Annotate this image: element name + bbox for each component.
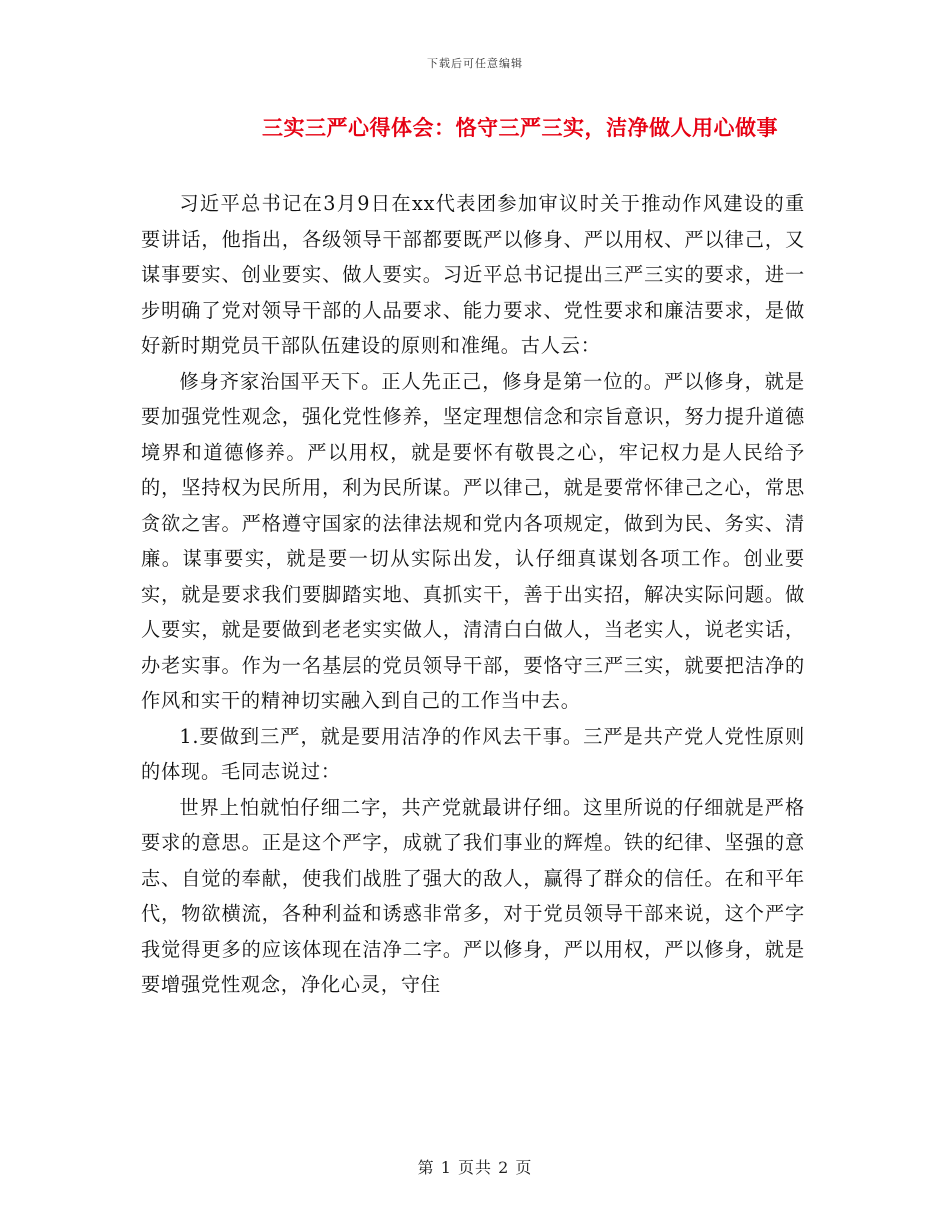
document-title: 三实三严心得体会：恪守三严三实，洁净做人用心做事: [262, 115, 778, 140]
header-note: 下载后可任意编辑: [427, 57, 523, 70]
page-number: 第 1 页共 2 页: [417, 1158, 533, 1177]
paragraph-3: 1.要做到三严，就是要用洁净的作风去干事。三严是共产党人党性原则的体现。毛同志说过：: [141, 724, 805, 783]
document-body: [141, 186, 805, 1003]
paragraph-1: 习近平总书记在3月9日在xx代表团参加审议时关于推动作风建设的重要讲话，他指出，各级领导干部都要既严以修身、严以用权、严以律己，又谋事要实、创业要实、做人要实。习近平总书记提出三严三实的要求，进一步明确了党对领导干部的人品要求、能力要求、党性要求和廉洁要求，是做好新时期党员干部队伍建设的原则和准绳。古人云：: [141, 192, 805, 357]
paragraph-2: 修身齐家治国平天下。正人先正己，修身是第一位的。严以修身，就是要加强党性观念，强化党性修养，坚定理想信念和宗旨意识，努力提升道德境界和道德修养。严以用权，就是要怀有敬畏之心，牢记权力是人民给予的，坚持权为民所用，利为民所谋。严以律己，就是要常怀律己之心，常思贪欲之害。严格遵守国家的法律法规和党内各项规定，做到为民、务实、清廉。谋事要实，就是要一切从实际出发，认仔细真谋划各项工作。创业要实，就是要求我们要脚踏实地、真抓实干，善于出实招，解决实际问题。做人要实，就是要做到老老实实做人，清清白白做人，当老实人，说老实话，办老实事。作为一名基层的党员领导干部，要恪守三严三实，就要把洁净的作风和实干的精神切实融入到自己的工作当中去。: [141, 369, 805, 712]
paragraph-4: 世界上怕就怕仔细二字，共产党就最讲仔细。这里所说的仔细就是严格要求的意思。正是这个严字，成就了我们事业的辉煌。铁的纪律、坚强的意志、自觉的奉献，使我们战胜了强大的敌人，赢得了群众的信任。在和平年代，物欲横流，各种利益和诱惑非常多，对于党员领导干部来说，这个严字我觉得更多的应该体现在洁净二字。严以修身，严以用权，严以修身，就是要增强党性观念，净化心灵，守住: [141, 795, 805, 996]
